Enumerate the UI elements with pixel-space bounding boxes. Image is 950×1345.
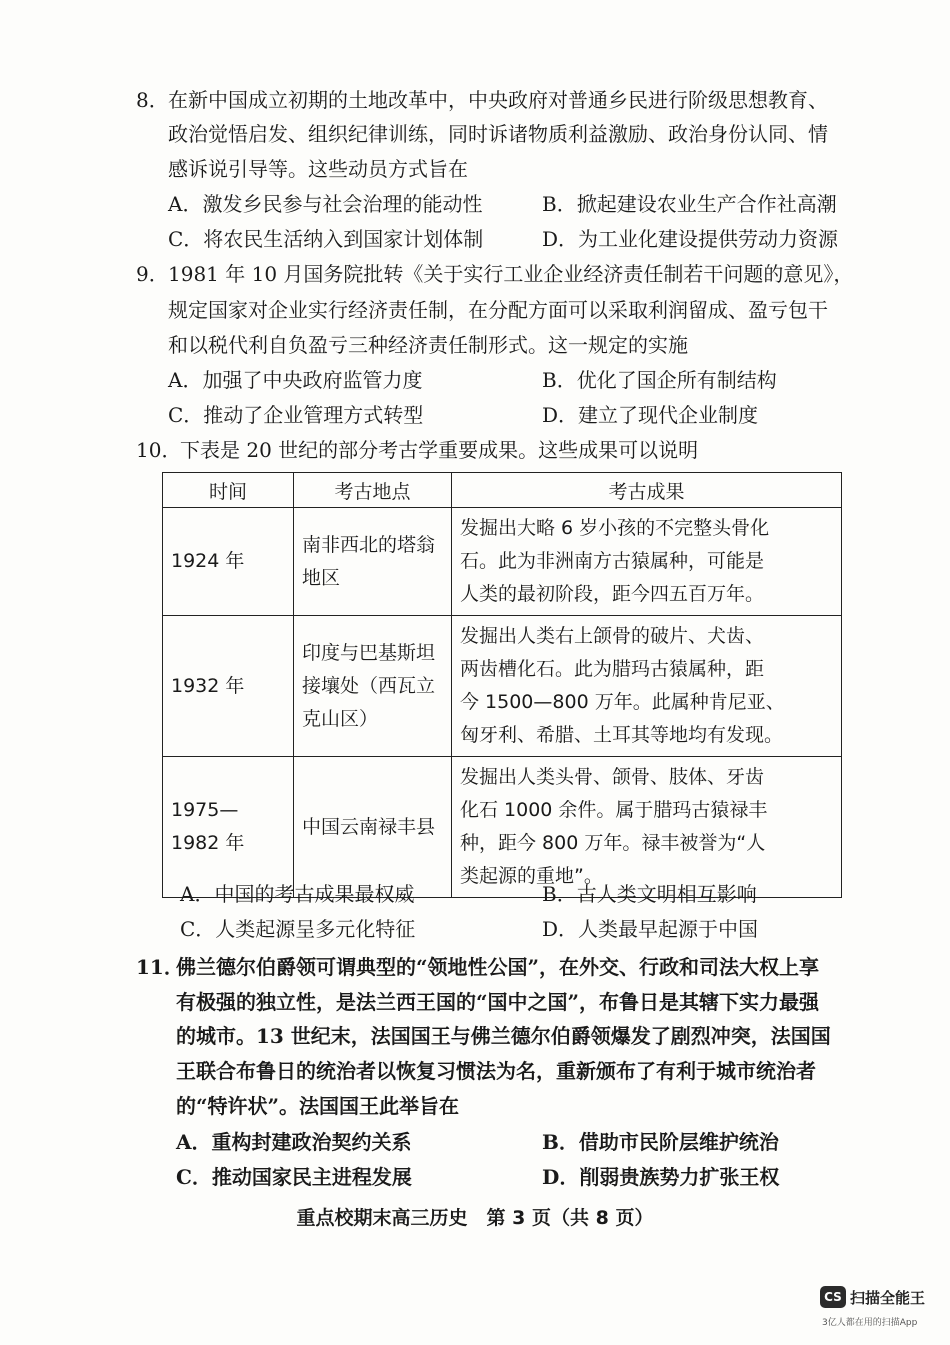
- question-11-line-5: 的“特许状”。法国国王此举旨在: [176, 1094, 460, 1118]
- question-9-option-a: A．加强了中央政府监管力度: [168, 368, 423, 392]
- question-8-number: 8．: [136, 88, 169, 112]
- result-line: 类起源的重地”。: [460, 865, 603, 887]
- question-10-option-d: D．人类最早起源于中国: [542, 917, 759, 941]
- result-line: 今 1500—800 万年。此属种肯尼亚、: [460, 691, 785, 713]
- place-line: 中国云南禄丰县: [302, 815, 436, 838]
- table-header-time: 时间: [163, 473, 294, 508]
- table-cell-result: [452, 757, 842, 898]
- result-line: 匈牙利、希腊、土耳其等地均有发现。: [460, 724, 784, 746]
- place-line: 印度与巴基斯坦: [302, 641, 436, 664]
- result-line: 石。此为非洲南方古猿属种，可能是: [460, 550, 765, 572]
- question-10-line-1: 下表是 20 世纪的部分考古学重要成果。这些成果可以说明: [180, 438, 699, 462]
- question-11-line-1: 佛兰德尔伯爵领可谓典型的“领地性公国”，在外交、行政和司法大权上享: [176, 955, 820, 979]
- watermark-tagline: 3亿人都在用的扫描App: [822, 1318, 918, 1328]
- question-8-option-c: C．将农民生活纳入到国家计划体制: [168, 227, 484, 251]
- question-9-line-2: 规定国家对企业实行经济责任制，在分配方面可以采取利润留成、盈亏包干: [168, 298, 828, 322]
- question-9-option-d: D．建立了现代企业制度: [542, 403, 759, 427]
- question-10-number: 10．: [136, 438, 182, 462]
- result-line: 发掘出人类头骨、颌骨、肢体、牙齿: [460, 766, 765, 788]
- table-cell-place: [294, 616, 452, 757]
- question-10-option-a: A．中国的考古成果最权威: [180, 882, 415, 906]
- question-9-line-1: 1981 年 10 月国务院批转《关于实行工业企业经济责任制若干问题的意见》，: [168, 262, 854, 286]
- table-header-row: [163, 473, 842, 508]
- table-header-place: 考古地点: [294, 473, 452, 508]
- table-cell-result: [452, 616, 842, 757]
- result-line: 两齿槽化石。此为腊玛古猿属种，距: [460, 658, 765, 680]
- question-11-line-2: 有极强的独立性，是法兰西王国的“国中之国”，布鲁日是其辖下实力最强: [176, 990, 820, 1014]
- question-11-line-4: 王联合布鲁日的统治者以恢复习惯法为名，重新颁布了有利于城市统治者: [176, 1059, 816, 1083]
- table-cell-result: [452, 508, 842, 616]
- question-8-option-b: B．掀起建设农业生产合作社高潮: [542, 192, 837, 216]
- place-line: 地区: [302, 566, 341, 589]
- place-line: 南非西北的塔翁: [302, 533, 436, 556]
- question-9-option-c: C．推动了企业管理方式转型: [168, 403, 424, 427]
- question-10-option-c: C．人类起源呈多元化特征: [180, 917, 416, 941]
- question-8-line-3: 感诉说引导等。这些动员方式旨在: [168, 157, 468, 181]
- table-row: [163, 616, 842, 757]
- place-line: 克山区）: [302, 707, 379, 730]
- table-cell-place: [294, 757, 452, 898]
- table-row: [163, 508, 842, 616]
- table-header-result: 考古成果: [452, 473, 842, 508]
- question-11-option-c: C．推动国家民主进程发展: [176, 1165, 412, 1189]
- question-8-line-2: 政治觉悟启发、组织纪律训练，同时诉诸物质利益激励、政治身份认同、情: [168, 122, 828, 146]
- table-cell-time: 1924 年: [163, 508, 294, 616]
- question-10-option-b: B．古人类文明相互影响: [542, 882, 757, 906]
- result-line: 种，距今 800 万年。禄丰被誉为“人: [460, 832, 766, 854]
- archaeology-table: [162, 472, 842, 898]
- question-11-number: 11．: [136, 955, 184, 979]
- question-9-option-b: B．优化了国企所有制结构: [542, 368, 777, 392]
- question-8-option-a: A．激发乡民参与社会治理的能动性: [168, 192, 483, 216]
- question-11-line-3: 的城市。13 世纪末，法国国王与佛兰德尔伯爵领爆发了剧烈冲突，法国国: [176, 1024, 831, 1048]
- result-line: 人类的最初阶段，距今四五百万年。: [460, 583, 765, 605]
- question-8-option-d: D．为工业化建设提供劳动力资源: [542, 227, 839, 251]
- table-row: [163, 757, 842, 898]
- place-line: 接壤处（西瓦立: [302, 674, 436, 697]
- question-8-line-1: 在新中国成立初期的土地改革中，中央政府对普通乡民进行阶级思想教育、: [168, 88, 828, 112]
- watermark-name: 扫描全能王: [850, 1289, 926, 1307]
- result-line: 化石 1000 余件。属于腊玛古猿禄丰: [460, 799, 768, 821]
- page-footer: 重点校期末高三历史 第 3 页（共 8 页）: [296, 1207, 654, 1229]
- question-11-option-d: D．削弱贵族势力扩张王权: [542, 1165, 780, 1189]
- question-11-option-b: B．借助市民阶层维护统治: [542, 1130, 779, 1154]
- result-line: 发掘出大略 6 岁小孩的不完整头骨化: [460, 517, 770, 539]
- table-cell-time: 1975—1982 年: [163, 757, 294, 898]
- table-cell-time: 1932 年: [163, 616, 294, 757]
- camscanner-logo-icon: CS: [820, 1286, 846, 1308]
- question-11-option-a: A．重构封建政治契约关系: [176, 1130, 412, 1154]
- question-9-line-3: 和以税代利自负盈亏三种经济责任制形式。这一规定的实施: [168, 333, 688, 357]
- result-line: 发掘出人类右上颌骨的破片、犬齿、: [460, 625, 765, 647]
- question-9-number: 9．: [136, 262, 169, 286]
- table-cell-place: [294, 508, 452, 616]
